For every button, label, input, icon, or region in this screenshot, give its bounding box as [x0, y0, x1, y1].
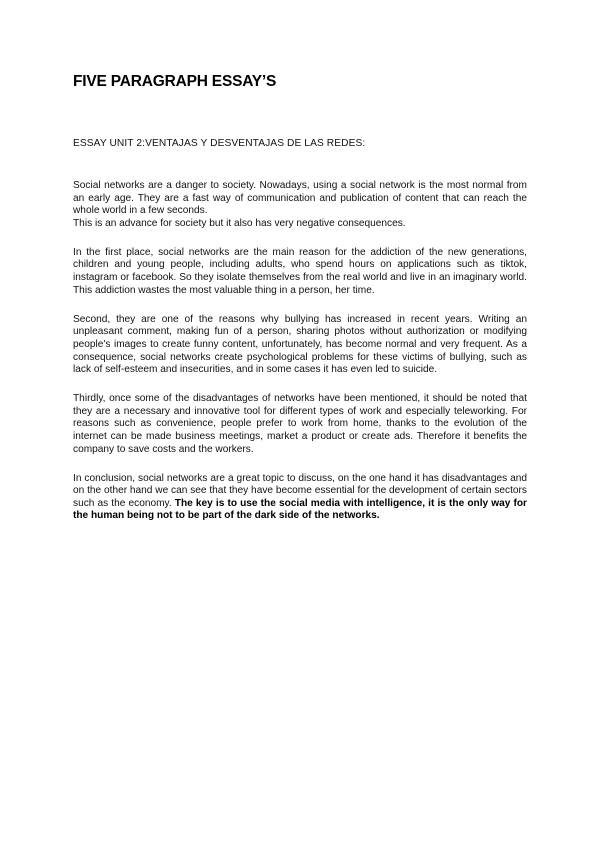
paragraph-third-point: Thirdly, once some of the disadvantages of networks have been mentioned, it should be noted that they are a necessary and innovative tool for different types of work and especially teleworking. For reasons such as convenience, people prefer to work from home, thanks to the evolution of the internet can be made business meetings, market a product or create ads. Therefore it benefits the company to save costs and the workers. [73, 393, 527, 455]
conclusion-bold-text: The key is to use the social media with intelligence, it is the only way for the human being not to be part of the dark side of the networks. [73, 497, 527, 522]
conclusion-text: In conclusion, social networks are a great topic to discuss, on the one hand it has disadvantages and on the other hand we can see that they have become essential for the development of certain sectors such as the economy. [73, 472, 527, 509]
paragraph-first-point: In the first place, social networks are the main reason for the addiction of the new generations, children and young people, including adults, who spend hours on applications such as tiktok, instagram or facebook. So they isolate themselves from the real world and live in an imaginary world. This addiction wastes the most valuable thing in a person, her time. [73, 246, 527, 296]
paragraph-conclusion [73, 473, 527, 523]
paragraph-intro: Social networks are a danger to society. Nowadays, using a social network is the most normal from an early age. They are a fast way of communication and publication of content that can reach the whole world in a few seconds. [73, 180, 527, 217]
paragraph-second-point: Second, they are one of the reasons why bullying has increased in recent years. Writing an unpleasant comment, making fun of a person, sharing photos without authorization or modifying people's images to create funny content, unfortunately, has become normal and very frequent. As a consequence, social networks create psychological problems for these victims of bullying, such as lack of self-esteem and insecurities, and in some cases it has even led to suicide. [73, 313, 527, 376]
document-title: FIVE PARAGRAPH ESSAY’S [73, 73, 277, 90]
document-subtitle: ESSAY UNIT 2:VENTAJAS Y DESVENTAJAS DE LAS REDES: [73, 138, 366, 149]
essay-body [73, 180, 527, 523]
paragraph-intro-continued: This is an advance for society but it also has very negative consequences. [73, 217, 406, 229]
